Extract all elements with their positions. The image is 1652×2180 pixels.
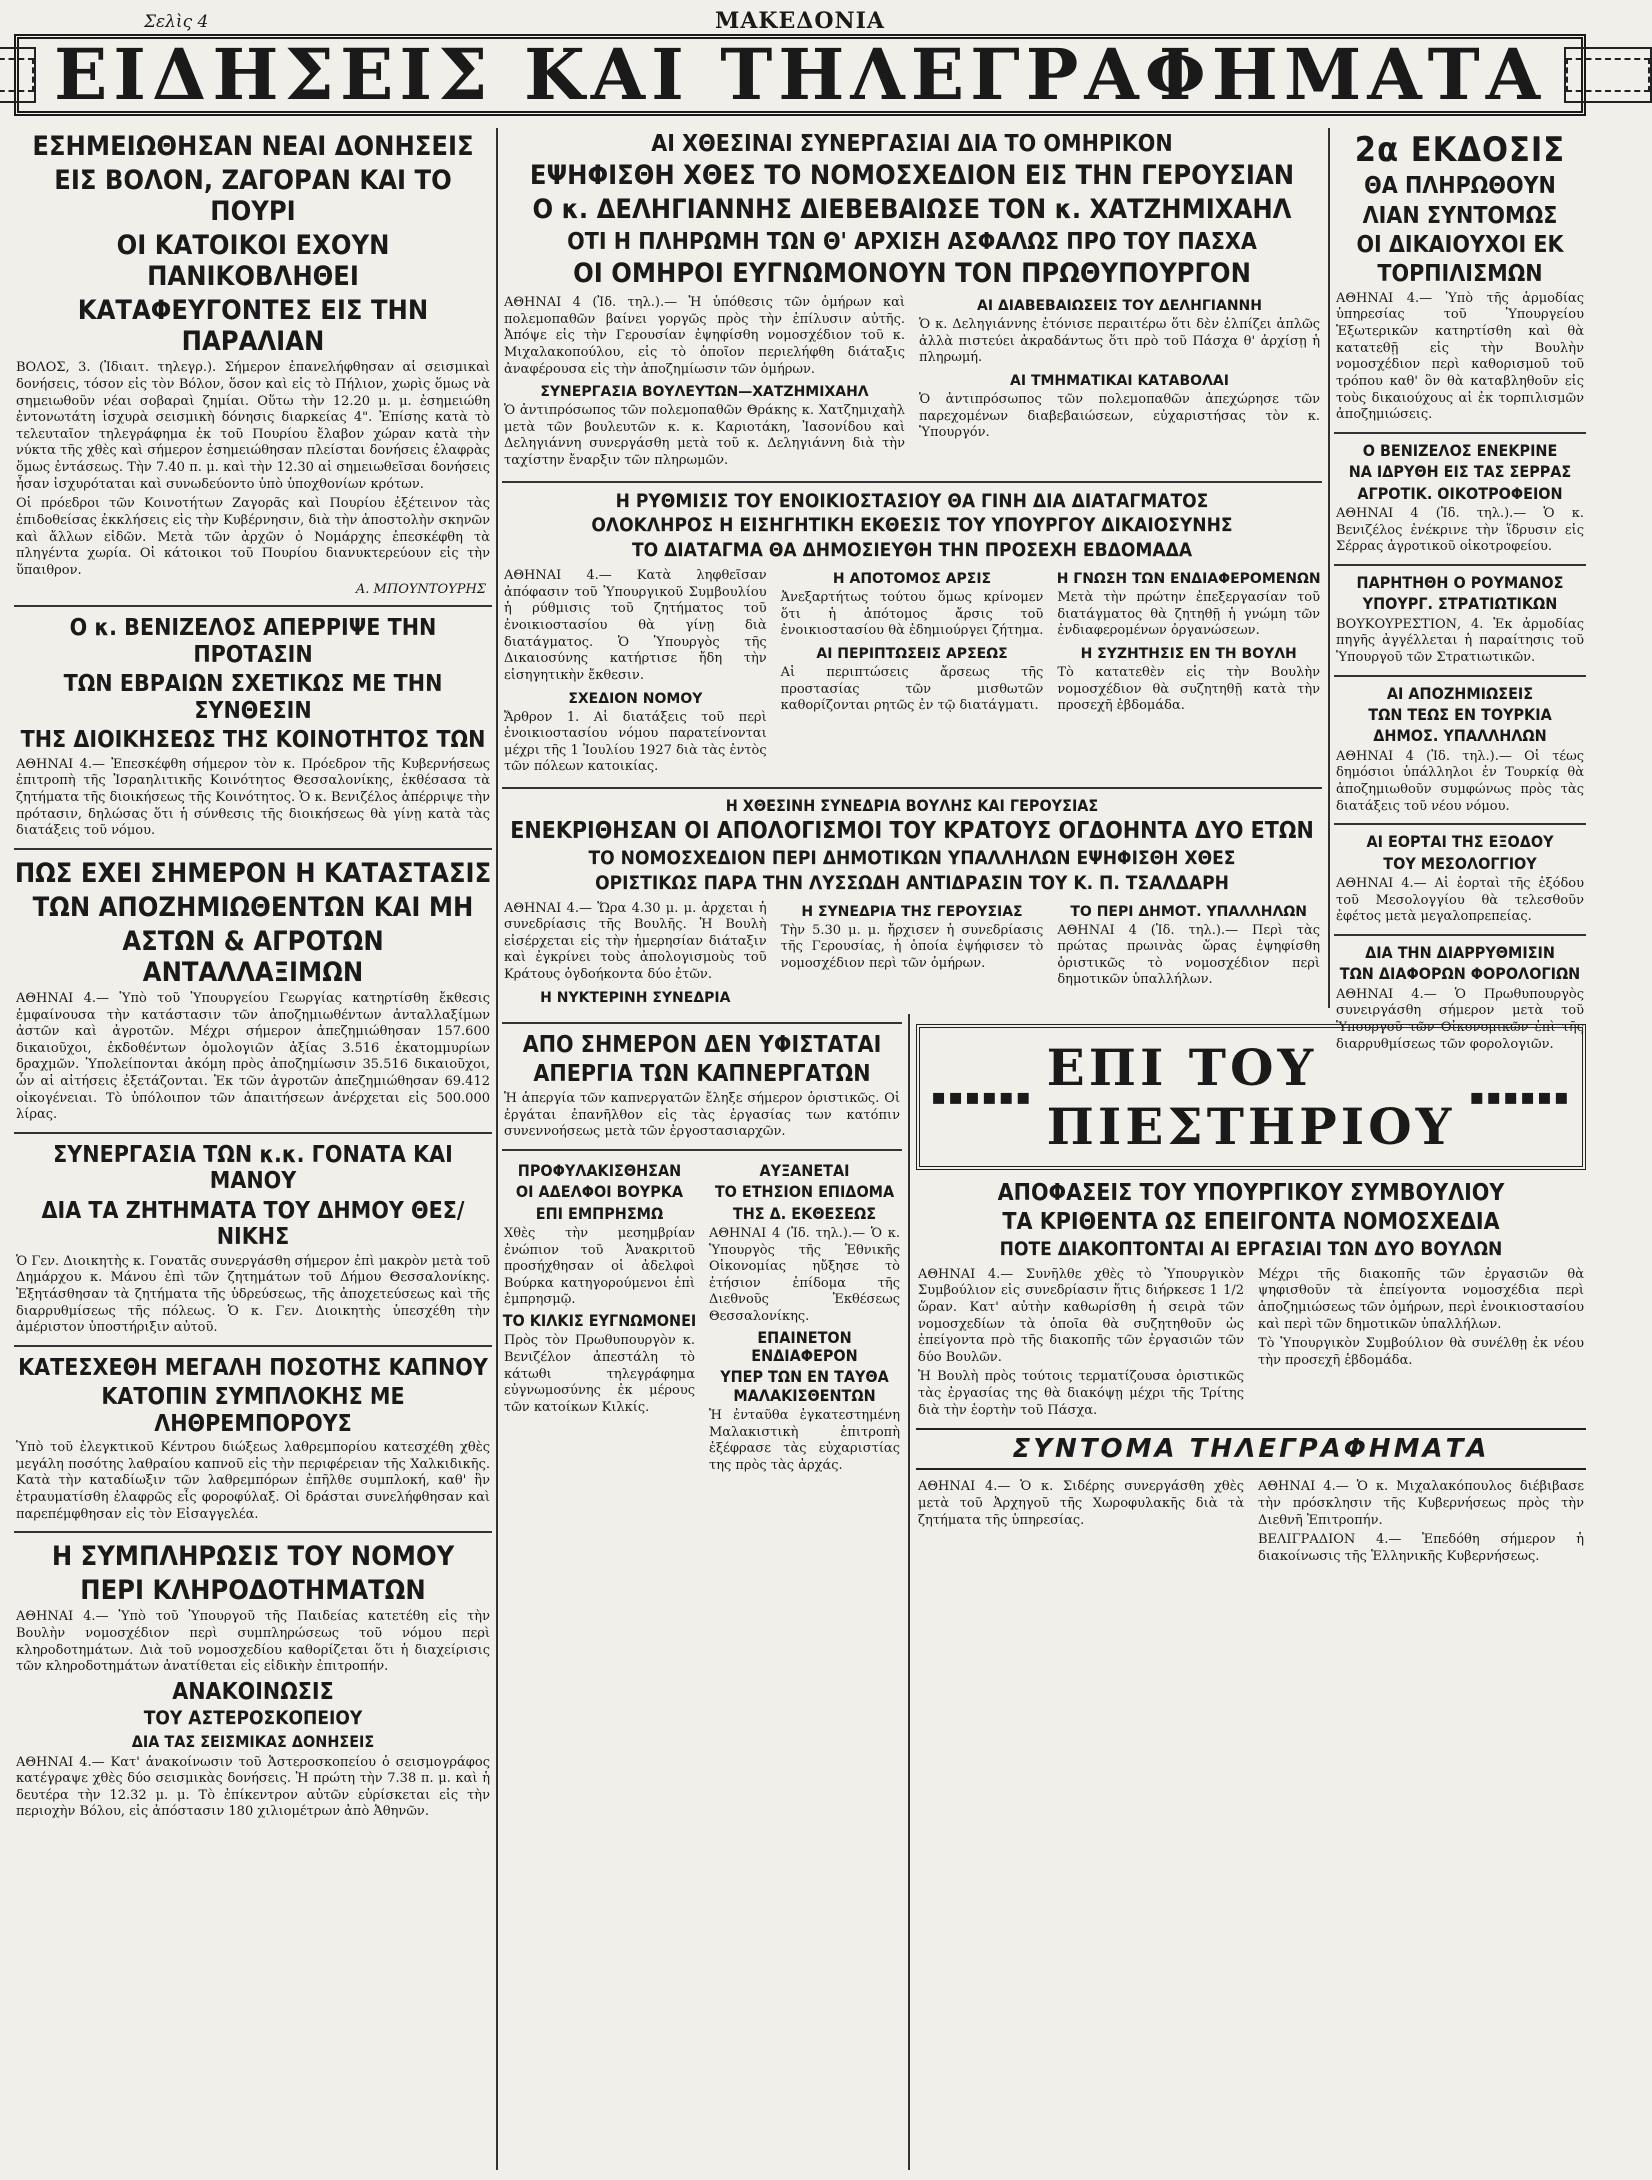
- article-vourka-arson: [502, 1159, 697, 1478]
- divider: [502, 1149, 902, 1151]
- article-second-edition: [1334, 131, 1586, 424]
- page-header: [14, 8, 1586, 36]
- article-body: Μέχρι τῆς διακοπῆς τῶν ἐργασιῶν θὰ ψηφισθοῦν τὰ ἐπείγοντα νομοσχέδια περὶ ἀποζημιώσεως τῶν ὁμήρων, περὶ ἐνοικιοστασίου καὶ περὶ τῶν δημοτικῶν ὑπαλλήλων.: [1258, 1266, 1584, 1332]
- article-body: Ἄρθρον 1. Αἱ διατάξεις τοῦ περὶ ἐνοικιοστασίου νόμου παρατείνονται μέχρι τῆς 1 Ἰουλίου 1927 διὰ τὰς ἐντὸς τῶν πόλεων κατοικίας.: [504, 709, 767, 775]
- article-headline: ΑΠΟ ΣΗΜΕΡΟΝ ΔΕΝ ΥΦΙΣΤΑΤΑΙ: [522, 1032, 882, 1058]
- article-body: Αἱ περιπτώσεις ἄρσεως τῆς προστασίας τῶν μισθωτῶν καθορίζονται ρητῶς ἐν τῷ διατάγματι.: [780, 665, 1044, 714]
- article-subheadline: ΔΙΑ ΤΑΣ ΣΕΙΣΜΙΚΑΣ ΔΟΝΗΣΕΙΣ: [131, 1732, 375, 1752]
- article-tobacco-strike: [502, 1032, 902, 1141]
- article-headline: ΑΠΟΦΑΣΕΙΣ ΤΟΥ ΥΠΟΥΡΓΙΚΟΥ ΣΥΜΒΟΥΛΙΟΥ: [997, 1180, 1505, 1206]
- press-block: [916, 1024, 1586, 2170]
- article-body: Ὑπὸ τοῦ ἐλεγκτικοῦ Κέντρου διώξεως λαθρεμπορίου κατεσχέθη χθὲς μεγάλη ποσότης λαθραίου καπνοῦ εἰς τὴν περιφέρειαν τῆς Χαλκιδικῆς. Κατὰ τὴν καταδίωξιν τῶν λαθρεμπόρων ἐπῆλθε συμπλοκή, καθ' ἣν ἐτραυματίσθη ἐλαφρῶς εἷς φοροφύλαξ. Οἱ δράσται συνελήφθησαν καὶ παρεπέμφθησαν εἰς τὸν Εἰσαγγελέα.: [16, 1440, 490, 1522]
- column-rule: [1328, 128, 1330, 1008]
- article-headline: ΤΟ ΕΤΗΣΙΟΝ ΕΠΙΔΟΜΑ: [714, 1182, 895, 1202]
- article-body: ΒΟΛΟΣ, 3. (Ἰδιαιτ. τηλεγρ.). Σήμερον ἐπανελήφθησαν αἱ σεισμικαὶ δονήσεις, τόσον εἰς τὸν Βόλον, ὅσον καὶ εἰς τὸ Πήλιον, χωρὶς ὅμως νὰ σημειωθοῦν νέαι σοβαραὶ ζημίαι. Οὕτω τὴν 12.20 μ. μ. ἐσημειώθη ἐντονωτάτη ἰσχυρὰ σεισμικὴ δόνησις διαρκείας 4". Ἐπίσης κατὰ τὸ τελευταῖον τηλεγράφημα ἐκ τοῦ Πουρίου ἔλαβον χώραν κατὰ τὴν νύκτα τῆς χθὲς καὶ σήμερον ἐσημειώθησαν πλείσται δονήσεις ἐλαφρὰς ὅμως ἐντάσεως. Τὴν 7.40 π. μ. καὶ τὴν 12.30 αἱ σημειωθεῖσαι δονήσεις ἦσαν ἰσχυρόταται καὶ συνωδεύοντο ὑπὸ ὑποχθονίων κρότων.: [16, 360, 490, 492]
- article-body: ΑΘΗΝΑΙ 4.— Ὑπὸ τοῦ Ὑπουργείου Γεωργίας κατηρτίσθη ἔκθεσις ἐμφαίνουσα τὴν κατάστασιν τῶν ἀποζημιωθέντων ἀνταλλαξίμων ἀστῶν καὶ ἀγροτῶν. Μέχρι σήμερον ἀπεζημιώθησαν 157.600 δικαιοῦχοι, ἐκδοθέντων ὁμολογιῶν ἀξίας 3.516 ἑκατομμυρίων δραχμῶν. Ὑπολείπονται ἀκόμη πρὸς ἀποζημίωσιν 35.516 δικαιοῦχοι, ὧν αἱ αἰτήσεις ἐξετάζονται. Ἐκ τῶν ἀγροτῶν ἀπεζημιώθησαν 69.412 οἰκογένειαι. Τὸ ὑπόλοιπον τῶν ἀπαιτήσεων ἀνέρχεται εἰς 500.000 λίρας.: [16, 990, 490, 1123]
- ornament-right-icon: [1564, 47, 1652, 103]
- article-body: Ἡ Βουλὴ πρὸς τούτοις τερματίζουσα ὁριστικῶς τὰς ἐργασίας της θὰ διακόψῃ μέχρι τῆς Τρίτης διὰ τὴν ἑορτὴν τοῦ Πάσχα.: [918, 1369, 1244, 1418]
- article-headline: ΤΟΥ ΜΕΣΟΛΟΓΓΙΟΥ: [1383, 853, 1537, 873]
- article-headline: ΟΙ ΚΑΤΟΙΚΟΙ ΕΧΟΥΝ ΠΑΝΙΚΟΒΛΗΘΕΙ: [116, 230, 390, 293]
- article-subheadline: Η ΑΠΟΤΟΜΟΣ ΑΡΣΙΣ: [832, 571, 992, 588]
- article-headline: ΑΠΕΡΓΙΑ ΤΩΝ ΚΑΠΝΕΡΓΑΤΩΝ: [533, 1061, 871, 1088]
- column-center: [502, 128, 1322, 1008]
- article-tobacco: [14, 1355, 492, 1523]
- article-headline: ΠΩΣ ΕΧΕΙ ΣΗΜΕΡΟΝ Η ΚΑΤΑΣΤΑΣΙΣ: [14, 857, 492, 889]
- article-headline: Ο ΒΕΝΙΖΕΛΟΣ ΕΝΕΚΡΙΝΕ: [1362, 440, 1558, 460]
- column-right: [1334, 128, 1586, 1052]
- article-subheadline: ΤΟ ΠΕΡΙ ΔΗΜΟΤ. ΥΠΑΛΛΗΛΩΝ: [1070, 903, 1307, 920]
- article-headline: ΔΙΑ ΤΗΝ ΔΙΑΡΡΥΘΜΙΣΙΝ: [1365, 942, 1555, 962]
- article-headline: ΚΑΤΕΣΧΕΘΗ ΜΕΓΑΛΗ ΠΟΣΟΤΗΣ ΚΑΠΝΟΥ: [18, 1354, 488, 1381]
- article-headline: ΤΩΝ ΤΕΩΣ ΕΝ ΤΟΥΡΚΙΑ: [1368, 704, 1552, 724]
- article-headline: ΤΑ ΚΡΙΘΕΝΤΑ ΩΣ ΕΠΕΙΓΟΝΤΑ ΝΟΜΟΣΧΕΔΙΑ: [1002, 1209, 1500, 1236]
- article-headline: ΤΩΝ ΕΒΡΑΙΩΝ ΣΧΕΤΙΚΩΣ ΜΕ ΤΗΝ ΣΥΝΘΕΣΙΝ: [63, 671, 443, 724]
- article-body: ΑΘΗΝΑΙ 4.— Ὑπὸ τοῦ Ὑπουργοῦ τῆς Παιδείας κατετέθη εἰς τὴν Βουλὴν νομοσχέδιον περὶ συμπληρώσεως τοῦ νόμου περὶ κληροδοτημάτων. Διὰ τοῦ νομοσχεδίου καθορίζεται ὅτι ἡ διαχείρισις τῶν κληροδοτημάτων ἀνατίθεται εἰς εἰδικὴν ἐπιτροπήν.: [16, 1609, 490, 1675]
- article-subheadline: ΑΙ ΠΕΡΙΠΤΩΣΕΙΣ ΑΡΣΕΩΣ: [816, 646, 1008, 663]
- article-serres: [1334, 442, 1586, 556]
- article-body: ΑΘΗΝΑΙ 4.— Ὑπὸ τῆς ἁρμοδίας ὑπηρεσίας τοῦ Ὑπουργείου Ἐξωτερικῶν κατηρτίσθη καὶ θὰ κατατεθῇ εἰς τὴν Βουλὴν νομοσχέδιον περὶ καθορισμοῦ τοῦ τρόπου καθ' ὃν θὰ καταβληθοῦν εἰς τοὺς δικαιούχους αἱ ἐκ τορπιλισμῶν ἀποζημιώσεις.: [1336, 290, 1584, 423]
- article-headline: ΠΟΤΕ ΔΙΑΚΟΠΤΟΝΤΑΙ ΑΙ ΕΡΓΑΣΙΑΙ ΤΩΝ ΔΥΟ ΒΟΥΛΩΝ: [999, 1237, 1503, 1260]
- divider: [502, 481, 1322, 483]
- article-body: ΒΟΥΚΟΥΡΕΣΤΙΟΝ, 4. Ἐκ ἀρμοδίας πηγῆς ἀγγέλλεται ἡ παραίτησις τοῦ Ὑπουργοῦ τῶν Στρατιωτικῶν.: [1336, 616, 1584, 665]
- press-banner-title: ΕΠΙ ΤΟΥ ΠΙΕΣΤΗΡΙΟΥ: [1046, 1038, 1456, 1156]
- edition-label: 2α ΕΚΔΟΣΙΣ: [1354, 130, 1566, 170]
- article-headline: ΘΑ ΠΛΗΡΩΘΟΥΝ: [1364, 173, 1556, 200]
- divider: [14, 1345, 492, 1347]
- telegram-item: ΒΕΛΙΓΡΑΔΙΟΝ 4.— Ἐπεδόθη σήμερον ἡ διακοίνωσις τῆς Ἑλληνικῆς Κυβερνήσεως.: [1258, 1532, 1584, 1564]
- article-subheadline: Η ΝΥΚΤΕΡΙΝΗ ΣΥΝΕΔΡΙΑ: [540, 989, 731, 1006]
- article-venizelos: [14, 615, 492, 839]
- article-headline: ΤΩΝ ΔΙΑΦΟΡΩΝ ΦΟΡΟΛΟΓΙΩΝ: [1339, 964, 1581, 984]
- article-body: ΑΘΗΝΑΙ 4 (Ἰδ. τηλ.).— Ὁ κ. Βενιζέλος ἐνέκρινε τὴν ἵδρυσιν εἰς Σέρρας ἀγροτικοῦ οἰκοτροφείου.: [1336, 506, 1584, 555]
- ornament-left-icon: [0, 47, 36, 103]
- article-headline: ΥΠΟΥΡΓ. ΣΤΡΑΤΙΩΤΙΚΩΝ: [1362, 594, 1558, 614]
- article-body: ΑΘΗΝΑΙ 4 (Ἰδ. τηλ.).— Ἡ ὑπόθεσις τῶν ὁμήρων καὶ πολεμοπαθῶν βαίνει γοργῶς πρὸς τὴν ἐπίλυσιν αὐτῆς. Ἀπόψε εἰς τὴν Γερουσίαν ἐψηφίσθη νομοσχέδιον τοῦ κ. Μιχαλακοπούλου, εἰς τὸ ὁποῖον περιελήφθη διάταξις ἀναφέρουσα εἰς τὴν ἀποζημίωσιν τῶν ὁμήρων.: [504, 295, 905, 377]
- article-body: ΑΘΗΝΑΙ 4.— Ὁ Πρωθυπουργὸς συνειργάσθη σήμερον μετὰ τοῦ Ὑπουργοῦ τῶν Οἰκονομικῶν ἐπὶ τῆς διαρρυθμίσεως τῶν φορολογιῶν.: [1336, 986, 1584, 1052]
- article-headline: ΕΨΗΦΙΣΘΗ ΧΘΕΣ ΤΟ ΝΟΜΟΣΧΕΔΙΟΝ ΕΙΣ ΤΗΝ ΓΕΡΟΥΣΙΑΝ: [529, 160, 1295, 192]
- article-subheadline: ΣΥΝΕΡΓΑΣΙΑ ΒΟΥΛΕΥΤΩΝ—ΧΑΤΖΗΜΙΧΑΗΛ: [540, 384, 869, 401]
- article-headline: ΛΙΑΝ ΣΥΝΤΟΜΩΣ: [1362, 202, 1558, 229]
- article-headline: ΕΙΣ ΒΟΛΟΝ, ΖΑΓΟΡΑΝ ΚΑΙ ΤΟ ΠΟΥΡΙ: [54, 165, 452, 228]
- article-headline: ΤΟ ΔΙΑΤΑΓΜΑ ΘΑ ΔΗΜΟΣΙΕΥΘΗ ΤΗΝ ΠΡΟΣΕΧΗ ΕΒΔΟΜΑΔΑ: [631, 539, 1193, 562]
- divider: [14, 848, 492, 850]
- article-headline: Η ΣΥΜΠΛΗΡΩΣΙΣ ΤΟΥ ΝΟΜΟΥ: [51, 1541, 455, 1573]
- column-rule: [496, 128, 498, 2170]
- article-gonatas: [14, 1142, 492, 1337]
- divider: [1334, 675, 1586, 677]
- article-rent-control: [502, 491, 1322, 779]
- lower-middle-block: [502, 1014, 902, 2170]
- article-headline: ΤΩΝ ΑΠΟΖΗΜΙΩΘΕΝΤΩΝ ΚΑΙ ΜΗ: [32, 891, 474, 923]
- article-body: Οἱ πρόεδροι τῶν Κοινοτήτων Ζαγορᾶς καὶ Πουρίου ἐξέτεινον τὰς ἐπιδοθείσας ἐκκλήσεις εἰς τὴν Κυβέρνησιν, διὰ τὴν ἀποστολὴν σκηνῶν καὶ ἄλλων εἰδῶν. Μετὰ τῶν ἀρχῶν ὁ Νομάρχης ἐπεσκέφθη τὰ πληγέντα χωρία. Οἱ κάτοικοι τοῦ Πουρίου διανυκτερεύουν εἰς τὴν ὕπαιθρον.: [16, 496, 490, 578]
- article-headline: ΠΕΡΙ ΚΛΗΡΟΔΟΤΗΜΑΤΩΝ: [80, 1575, 426, 1607]
- article-headline: ΔΙΑ ΤΑ ΖΗΤΗΜΑΤΑ ΤΟΥ ΔΗΜΟΥ ΘΕΣ/ΝΙΚΗΣ: [41, 1197, 465, 1251]
- article-body: Τὸ Ὑπουργικὸν Συμβούλιον θὰ συνέλθῃ ἐκ νέου τὴν προσεχῆ ἑβδομάδα.: [1258, 1336, 1584, 1368]
- article-headline: ΑΣΤΩΝ & ΑΓΡΟΤΩΝ ΑΝΤΑΛΛΑΞΙΜΩΝ: [122, 925, 384, 988]
- article-body: ΑΘΗΝΑΙ 4 (Ἰδ. τηλ.).— Περὶ τὰς πρώτας πρωινὰς ὥρας ἐψηφίσθη ὁριστικῶς τὸ νομοσχέδιον περὶ δημοτικῶν ὑπαλλήλων.: [1057, 922, 1321, 988]
- article-body: Τὴν 5.30 μ. μ. ἤρχισεν ἡ συνεδρίασις τῆς Γερουσίας, ἡ ὁποία ἐψήφισεν τὸ νομοσχέδιον περὶ τῶν ὁμήρων.: [780, 922, 1044, 971]
- article-headline: ΑΝΑΚΟΙΝΩΣΙΣ: [172, 1678, 334, 1705]
- article-body: ΑΘΗΝΑΙ 4.— Συνῆλθε χθὲς τὸ Ὑπουργικὸν Συμβούλιον εἰς συνεδρίασιν ἥτις διήρκεσε 1 1/2 ὥραν. Κατ' αὐτὴν καθωρίσθη ἡ σειρὰ τῶν νομοσχεδίων τὰ ὁποῖα θὰ συζητηθοῦν ὡς ἐπείγοντα πρὸ τῆς διακοπῆς τῶν ἐργασιῶν τῶν δύο Βουλῶν.: [918, 1266, 1244, 1365]
- divider: [502, 787, 1322, 789]
- article-earthquake: [14, 131, 492, 597]
- masthead-title: ΕΙΔΗΣΕΙΣ ΚΑΙ ΤΗΛΕΓΡΑΦΗΜΑΤΑ: [53, 33, 1547, 116]
- article-headline: ΠΑΡΗΤΗΘΗ Ο ΡΟΥΜΑΝΟΣ: [1356, 572, 1564, 592]
- article-headline: ΚΑΤΟΠΙΝ ΣΥΜΠΛΟΚΗΣ ΜΕ ΛΗΘΡΕΜΠΟΡΟΥΣ: [101, 1384, 405, 1437]
- article-body: Ἡ ἐνταῦθα ἐγκατεστημένη Μαλακιστικὴ ἐπιτροπὴ ἐξέφρασε τὰς εὐχαριστίας της πρὸς τὰς ἀρχάς.: [709, 1408, 900, 1474]
- article-body: Ἡ ἀπεργία τῶν καπνεργατῶν ἔληξε σήμερον ὁριστικῶς. Οἱ ἐργάται ἐπανῆλθον εἰς τὰς ἐργασίας των κατόπιν συνεννοήσεως μετὰ τῶν ἐργοστασιαρχῶν.: [504, 1090, 900, 1140]
- article-body: Ὁ Γεν. Διοικητὴς κ. Γονατᾶς συνεργάσθη σήμερον ἐπὶ μακρὸν μετὰ τοῦ Δημάρχου κ. Μάνου ἐπὶ τῶν ζητημάτων τοῦ Δήμου Θεσσαλονίκης. Ἐξητάσθησαν τὰ ζητήματα τῆς ὑδρεύσεως, τῆς ἀποχετεύσεως καὶ τῆς διαρρυθμίσεως τῆς πόλεως. Ὁ κ. Γεν. Διοικητὴς ὑπεσχέθη τὴν ἀμέριστον ὑποστήριξιν αὐτοῦ.: [16, 1253, 490, 1336]
- divider: [1334, 432, 1586, 434]
- article-headline: Ο κ. ΒΕΝΙΖΕΛΟΣ ΑΠΕΡΡΙΨΕ ΤΗΝ ΠΡΟΤΑΣΙΝ: [69, 615, 437, 668]
- article-headline: ΠΡΟΦΥΛΑΚΙΣΘΗΣΑΝ: [517, 1160, 682, 1180]
- article-body: ΑΘΗΝΑΙ 4 (Ἰδ. τηλ.).— Οἱ τέως δημόσιοι ὑπάλληλοι ἐν Τουρκίᾳ θὰ ἀποζημιωθοῦν συμφώνως πρὸς τὰς διατάξεις τοῦ νέου νόμου.: [1336, 748, 1584, 814]
- newspaper-name: ΜΑΚΕΔΟΝΙΑ: [714, 8, 885, 34]
- article-romanian-minister: [1334, 574, 1586, 667]
- article-headline: ΤΟ ΝΟΜΟΣΧΕΔΙΟΝ ΠΕΡΙ ΔΗΜΟΤΙΚΩΝ ΥΠΑΛΛΗΛΩΝ ΕΨΗΦΙΣΘΗ ΧΘΕΣ: [588, 846, 1236, 869]
- article-body: ΑΘΗΝΑΙ 4 (Ἰδ. τηλ.).— Ὁ κ. Ὑπουργὸς τῆς Ἐθνικῆς Οἰκονομίας ηὔξησε τὸ ἐτήσιον ἐπίδομα τῆς Διεθνοῦς Ἐκθέσεως Θεσσαλονίκης.: [709, 1225, 900, 1325]
- article-subheadline: ΣΧΕΔΙΟΝ ΝΟΜΟΥ: [568, 690, 703, 707]
- article-bequests: [14, 1541, 492, 1676]
- article-body: Ὁ ἀντιπρόσωπος τῶν πολεμοπαθῶν ἀπεχώρησε τῶν παρεχομένων διαβεβαιώσεων, εὐχαριστήσας τὸν κ. Ὑπουργόν.: [919, 391, 1320, 441]
- article-body: ΑΘΗΝΑΙ 4.— Κατ' ἀνακοίνωσιν τοῦ Ἀστεροσκοπείου ὁ σεισμογράφος κατέγραψε χθὲς δύο σεισμικὰς δονήσεις. Ἡ πρώτη τὴν 7.38 π. μ. καὶ ἡ δευτέρα τὴν 12.32 μ. μ. Τὸ ἐπίκεντρον αὐτῶν εὑρίσκεται εἰς τὴν περιοχὴν Βόλου, εἰς ἀπόστασιν 180 χιλιομέτρων ἀπὸ Ἀθηνῶν.: [16, 1754, 490, 1820]
- article-fair-grant: [707, 1159, 902, 1478]
- article-headline: ΤΟ ΚΙΛΚΙΣ ΕΥΓΝΩΜΟΝΕΙ: [502, 1311, 697, 1331]
- article-observatory: [14, 1679, 492, 1821]
- divider: [1334, 934, 1586, 936]
- masthead: [14, 34, 1586, 116]
- article-body: Τὸ κατατεθὲν εἰς τὴν Βουλὴν νομοσχέδιον θὰ συζητηθῇ κατὰ τὴν προσεχῆ ἑβδομάδα.: [1057, 665, 1321, 714]
- article-subheadline: ΑΙ ΔΙΑΒΕΒΑΙΩΣΕΙΣ ΤΟΥ ΔΕΛΗΓΙΑΝΝΗ: [977, 298, 1262, 315]
- article-body: ΑΘΗΝΑΙ 4.— Ἐπεσκέφθη σήμερον τὸν κ. Πρόεδρον τῆς Κυβερνήσεως ἐπιτροπὴ τῆς Ἰσραηλιτικῆς Κοινότητος Θεσσαλονίκης, ἐκθέσασα τὰ ζητήματα τῆς διοικήσεως τῆς Κοινότητος. Ὁ κ. Βενιζέλος ἀπέρριψε τὴν πρότασιν, δηλώσας ὅτι ἡ σύνθεσις τῆς διοικήσεως θὰ γίνῃ κατὰ τὰς διατάξεις τοῦ νόμου.: [16, 756, 490, 839]
- article-headline: ΟΤΙ Η ΠΛΗΡΩΜΗ ΤΩΝ Θ' ΑΡΧΙΣΗ ΑΣΦΑΛΩΣ ΠΡΟ ΤΟΥ ΠΑΣΧΑ: [567, 228, 1257, 255]
- divider: [1334, 564, 1586, 566]
- divider: [14, 1531, 492, 1533]
- article-civil-servants: [1334, 685, 1586, 816]
- press-banner: [916, 1024, 1586, 1170]
- article-compensation: [14, 858, 492, 1124]
- article-body: ΑΘΗΝΑΙ 4.— Αἱ ἑορταὶ τῆς ἐξόδου τοῦ Μεσολογγίου θὰ τελεσθοῦν ἐφέτος μετὰ μεγαλοπρεπείας.: [1336, 876, 1584, 925]
- article-body: Μετὰ τὴν πρώτην ἐπεξεργασίαν τοῦ διατάγματος θὰ ζητηθῇ ἡ γνώμη τῶν ἐνδιαφερομένων ὀργανώσεων.: [1057, 590, 1321, 639]
- short-telegrams-header: ΣΥΝΤΟΜΑ ΤΗΛΕΓΡΑΦΗΜΑΤΑ: [916, 1428, 1586, 1470]
- article-headline: ΟΡΙΣΤΙΚΩΣ ΠΑΡΑ ΤΗΝ ΛΥΣΣΩΔΗ ΑΝΤΙΔΡΑΣΙΝ ΤΟΥ Κ. Π. ΤΣΑΛΔΑΡΗ: [595, 871, 1229, 894]
- article-subheadline: Η ΓΝΩΣΗ ΤΩΝ ΕΝΔΙΑΦΕΡΟΜΕΝΩΝ: [1056, 571, 1321, 588]
- article-headline: ΑΓΡΟΤΙΚ. ΟΙΚΟΤΡΟΦΕΙΟΝ: [1357, 483, 1563, 503]
- article-headline: ΕΣΗΜΕΙΩΘΗΣΑΝ ΝΕΑΙ ΔΟΝΗΣΕΙΣ: [32, 131, 474, 162]
- article-headline: ΤΟΡΠΙΛΙΣΜΩΝ: [1377, 261, 1543, 288]
- divider: [502, 1022, 902, 1024]
- article-headline: ΟΙ ΟΜΗΡΟΙ ΕΥΓΝΩΜΟΝΟΥΝ ΤΟΝ ΠΡΩΘΥΠΟΥΡΓΟΝ: [573, 257, 1251, 289]
- article-kicker: Η ΧΘΕΣΙΝΗ ΣΥΝΕΔΡΙΑ ΒΟΥΛΗΣ ΚΑΙ ΓΕΡΟΥΣΙΑΣ: [725, 796, 1099, 816]
- article-body: ΑΘΗΝΑΙ 4.— Ὥρα 4.30 μ. μ. ἀρχεται ἡ συνεδρίασις τῆς Βουλῆς. Ἡ Βουλὴ εἰσέρχεται εἰς τὴν ἡμερησίαν διάταξιν καὶ ἐγκρίνει τοὺς ἀπολογισμοὺς τοῦ Κράτους ὀγδοήκοντα δύο ἐτῶν.: [504, 900, 767, 983]
- article-signature: Α. ΜΠΟΥΝΤΟΥΡΗΣ: [355, 582, 486, 598]
- divider: [1334, 823, 1586, 825]
- article-mesolongi: [1334, 833, 1586, 926]
- article-headline: ΤΗΣ ΔΙΟΙΚΗΣΕΩΣ ΤΗΣ ΚΟΙΝΟΤΗΤΟΣ ΤΩΝ: [20, 727, 486, 754]
- article-headline: ΣΥΝΕΡΓΑΣΙΑ ΤΩΝ κ.κ. ΓΟΝΑΤΑ ΚΑΙ ΜΑΝΟΥ: [53, 1141, 453, 1195]
- telegram-item: ΑΘΗΝΑΙ 4.— Ὁ κ. Μιχαλακόπουλος διέβιβασε τὴν πρόσκλησιν τῆς Κυβερνήσεως πρὸς τὴν Διεθνῆ Ἐπιτροπήν.: [1258, 1479, 1584, 1528]
- article-headline: ΑΙ ΑΠΟΖΗΜΙΩΣΕΙΣ: [1386, 683, 1534, 703]
- article-headline: ΑΙ ΕΟΡΤΑΙ ΤΗΣ ΕΞΟΔΟΥ: [1366, 832, 1554, 852]
- ornament-icon: ▪▪▪▪▪▪: [931, 1084, 1033, 1110]
- article-headline: ΑΥΞΑΝΕΤΑΙ: [759, 1160, 850, 1180]
- article-headline: ΕΝΕΚΡΙΘΗΣΑΝ ΟΙ ΑΠΟΛΟΓΙΣΜΟΙ ΤΟΥ ΚΡΑΤΟΥΣ ΟΓΔΟΗΝΤΑ ΔΥΟ ΕΤΩΝ: [510, 818, 1314, 845]
- article-hostages: [502, 131, 1322, 473]
- article-headline: ΕΠΙ ΕΜΠΡΗΣΜΩ: [535, 1203, 664, 1223]
- divider: [14, 605, 492, 607]
- column-left: [14, 128, 492, 2170]
- article-headline: ΚΑΤΑΦΕΥΓΟΝΤΕΣ ΕΙΣ ΤΗΝ ΠΑΡΑΛΙΑΝ: [77, 295, 429, 358]
- article-headline: Ο κ. ΔΕΛΗΓΙΑΝΝΗΣ ΔΙΕΒΕΒΑΙΩΣΕ ΤΟΝ κ. ΧΑΤΖΗΜΙΧΑΗΛ: [532, 194, 1292, 226]
- article-subheadline: Η ΣΥΝΕΔΡΙΑ ΤΗΣ ΓΕΡΟΥΣΙΑΣ: [801, 903, 1023, 920]
- article-headline: ΟΙ ΔΙΚΑΙΟΥΧΟΙ ΕΚ: [1356, 231, 1564, 258]
- article-body: ΑΘΗΝΑΙ 4.— Κατὰ ληφθεῖσαν ἀπόφασιν τοῦ Ὑπουργικοῦ Συμβουλίου ἡ ρύθμισις τοῦ ζητήματος τοῦ ἐνοικιοστασίου θὰ γίνῃ διὰ διατάγματος. Ὁ Ὑπουργὸς τῆς Δικαιοσύνης κατήρτισε ἤδη τὴν εἰσηγητικὴν ἔκθεσιν.: [504, 568, 767, 683]
- article-headline: ΑΙ ΧΘΕΣΙΝΑΙ ΣΥΝΕΡΓΑΣΙΑΙ ΔΙΑ ΤΟ ΟΜΗΡΙΚΟΝ: [651, 131, 1173, 157]
- divider: [14, 1132, 492, 1134]
- ornament-icon: ▪▪▪▪▪▪: [1469, 1084, 1571, 1110]
- article-body: Ὁ κ. Δεληγιάννης ἐτόνισε περαιτέρω ὅτι δὲν ἐλπίζει ἁπλῶς ἀλλὰ πιστεύει ἀκραδάντως ὅτι πρὸ τοῦ Πάσχα θ' ἀρχίσῃ ἡ πληρωμή.: [919, 317, 1320, 366]
- article-headline: ΟΛΟΚΛΗΡΟΣ Η ΕΙΣΗΓΗΤΙΚΗ ΕΚΘΕΣΙΣ ΤΟΥ ΥΠΟΥΡΓΟΥ ΔΙΚΑΙΟΣΥΝΗΣ: [591, 514, 1233, 537]
- article-headline: ΝΑ ΙΔΡΥΘΗ ΕΙΣ ΤΑΣ ΣΕΡΡΑΣ: [1348, 462, 1572, 482]
- article-body: Πρὸς τὸν Πρωθυπουργὸν κ. Βενιζέλον ἀπεστάλη τὸ κάτωθι τηλεγράφημα εὐγνωμοσύνης ἐκ μέρους τῶν κατοίκων Κιλκίς.: [504, 1333, 695, 1415]
- article-headline: ΤΗΣ Δ. ΕΚΘΕΣΕΩΣ: [732, 1203, 877, 1223]
- article-headline: ΕΠΑΙΝΕΤΟΝ ΕΝΔΙΑΦΕΡΟΝ: [751, 1327, 858, 1366]
- article-subheadline: ΑΙ ΤΜΗΜΑΤΙΚΑΙ ΚΑΤΑΒΟΛΑΙ: [1010, 372, 1229, 389]
- article-headline: ΥΠΕΡ ΤΩΝ ΕΝ ΤΑΥΘΑ ΜΑΛΑΚΙΣΘΕΝΤΩΝ: [720, 1367, 889, 1405]
- article-headline: Η ΡΥΘΜΙΣΙΣ ΤΟΥ ΕΝΟΙΚΙΟΣΤΑΣΙΟΥ ΘΑ ΓΙΝΗ ΔΙΑ ΔΙΑΤΑΓΜΑΤΟΣ: [615, 489, 1209, 512]
- article-parliament: [502, 797, 1322, 1008]
- page-number: Σελὶς 4: [144, 12, 209, 32]
- article-headline: ΟΙ ΑΔΕΛΦΟΙ ΒΟΥΡΚΑ: [515, 1182, 684, 1202]
- article-headline: ΔΗΜΟΣ. ΥΠΑΛΛΗΛΩΝ: [1373, 726, 1547, 746]
- article-headline: ΤΟΥ ΑΣΤΕΡΟΣΚΟΠΕΙΟΥ: [143, 1707, 363, 1730]
- article-body: Ἀνεξαρτήτως τούτου ὅμως κρίνομεν ὅτι ἡ ἀπότομος ἄρσις τοῦ ἐνοικιοστασίου θὰ ἐδημιούργει ζήτημα.: [780, 590, 1044, 639]
- article-body: Ὁ ἀντιπρόσωπος τῶν πολεμοπαθῶν Θράκης κ. Χατζημιχαὴλ μετὰ τῶν βουλευτῶν κ. κ. Καριοτάκη, Ἰασονίδου καὶ Δεληγιάννη συνεργάσθη μετὰ τοῦ κ. Δεληγιάννη διὰ τὴν ταχίστην ἔναρξιν τῶν πληρωμῶν.: [504, 403, 905, 469]
- telegram-item: ΑΘΗΝΑΙ 4.— Ὁ κ. Σιδέρης συνεργάσθη χθὲς μετὰ τοῦ Ἀρχηγοῦ τῆς Χωροφυλακῆς διὰ τὰ ζητήματα τῆς ὑπηρεσίας.: [918, 1479, 1244, 1528]
- article-subheadline: Η ΣΥΖΗΤΗΣΙΣ ΕΝ ΤΗ ΒΟΥΛΗ: [1080, 646, 1297, 663]
- column-rule: [908, 1014, 910, 2170]
- article-body: Χθὲς τὴν μεσημβρίαν ἐνώπιον τοῦ Ἀνακριτοῦ προσήχθησαν οἱ ἀδελφοὶ Βούρκα κατηγορούμενοι ἐπὶ ἐμπρησμῷ.: [504, 1225, 695, 1308]
